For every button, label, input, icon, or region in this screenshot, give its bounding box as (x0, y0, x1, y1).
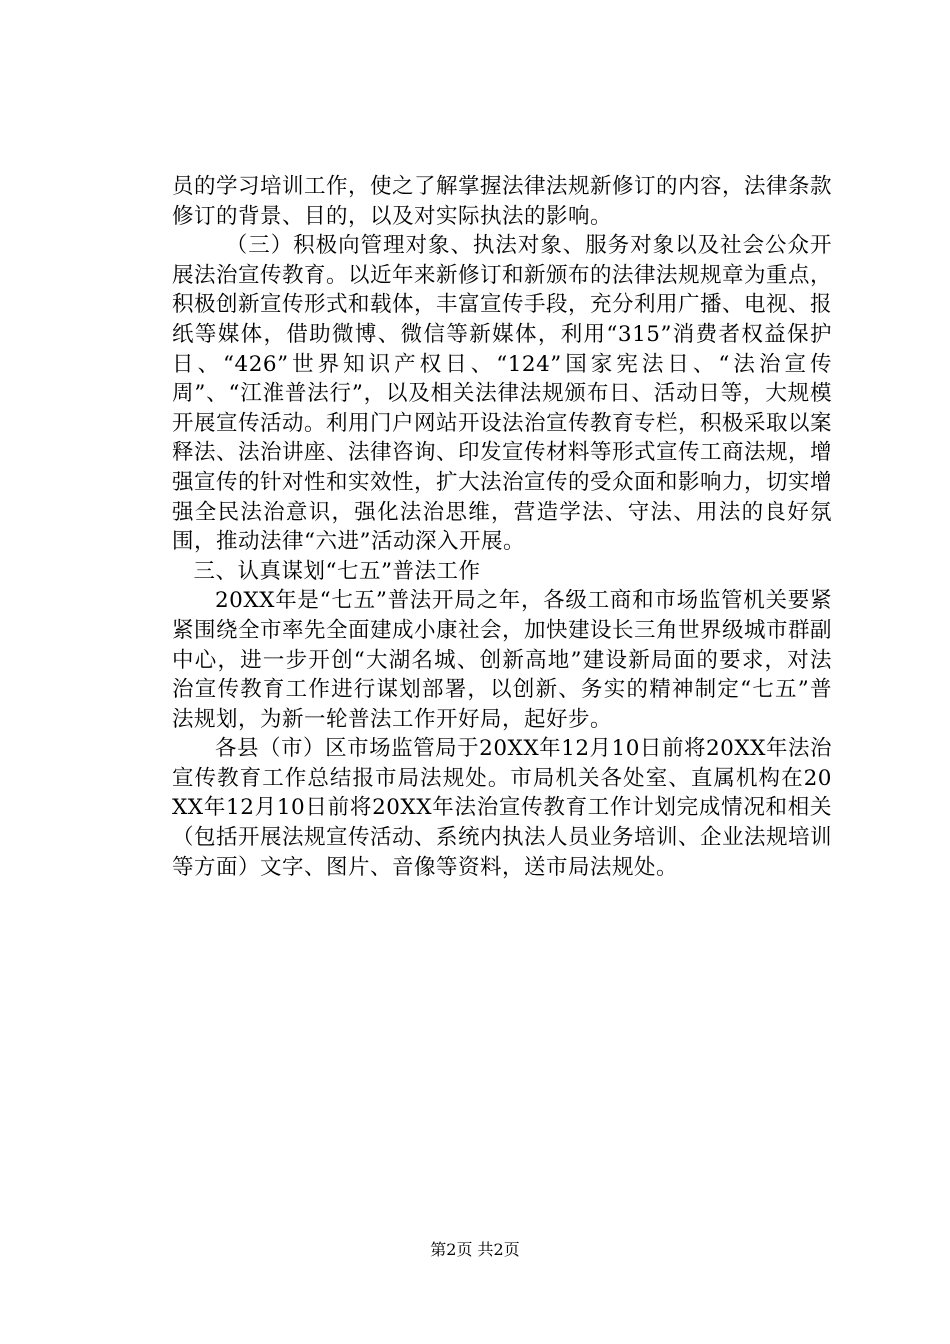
paragraph-submission-requirements: 各县（市）区市场监管局于20XX年12月10日前将20XX年法治宣传教育工作总结报市局法规处。市局机关各处室、直属机构在20XX年12月10日前将20XX年法治宣传教育工作计划完成情况和相关（包括开展法规宣传活动、系统内执法人员业务培训、企业法规培训等方面）文字、图片、音像等资料，送市局法规处。 (172, 736, 833, 880)
section-heading: 三、认真谋划“七五”普法工作 (193, 558, 481, 584)
document-body (172, 172, 832, 882)
paragraph-seventh-five-plan: 20XX年是“七五”普法开局之年，各级工商和市场监管机关要紧紧围绕全市率先全面建成小康社会，加快建设长三角世界级城市群副中心，进一步开创“大湖名城、创新高地”建设新局面的要求，对法治宣传教育工作进行谋划部署，以创新、务实的精神制定“七五”普法规划，为新一轮普法工作开好局，起好步。 (172, 588, 833, 732)
page-footer: 第2页 共2页 (430, 1240, 520, 1259)
paragraph-section-three-item: （三）积极向管理对象、执法对象、服务对象以及社会公众开展法治宣传教育。以近年来新修订和新颁布的法律法规规章为重点，积极创新宣传形式和载体，丰富宣传手段，充分利用广播、电视、报纸等媒体，借助微博、微信等新媒体，利用“315”消费者权益保护日、“426”世界知识产权日、“124”国家宪法日、“法治宣传周”、“江淮普法行”，以及相关法律法规颁布日、活动日等，大规模开展宣传活动。利用门户网站开设法治宣传教育专栏，积极采取以案释法、法治讲座、法律咨询、印发宣传材料等形式宣传工商法规，增强宣传的针对性和实效性，扩大法治宣传的受众面和影响力，切实增强全民法治意识，强化法治思维，营造学法、守法、用法的良好氛围，推动法律“六进”活动深入开展。 (172, 233, 833, 555)
paragraph-continuation: 员的学习培训工作，使之了解掌握法律法规新修订的内容，法律条款修订的背景、目的，以及对实际执法的影响。 (172, 174, 833, 229)
